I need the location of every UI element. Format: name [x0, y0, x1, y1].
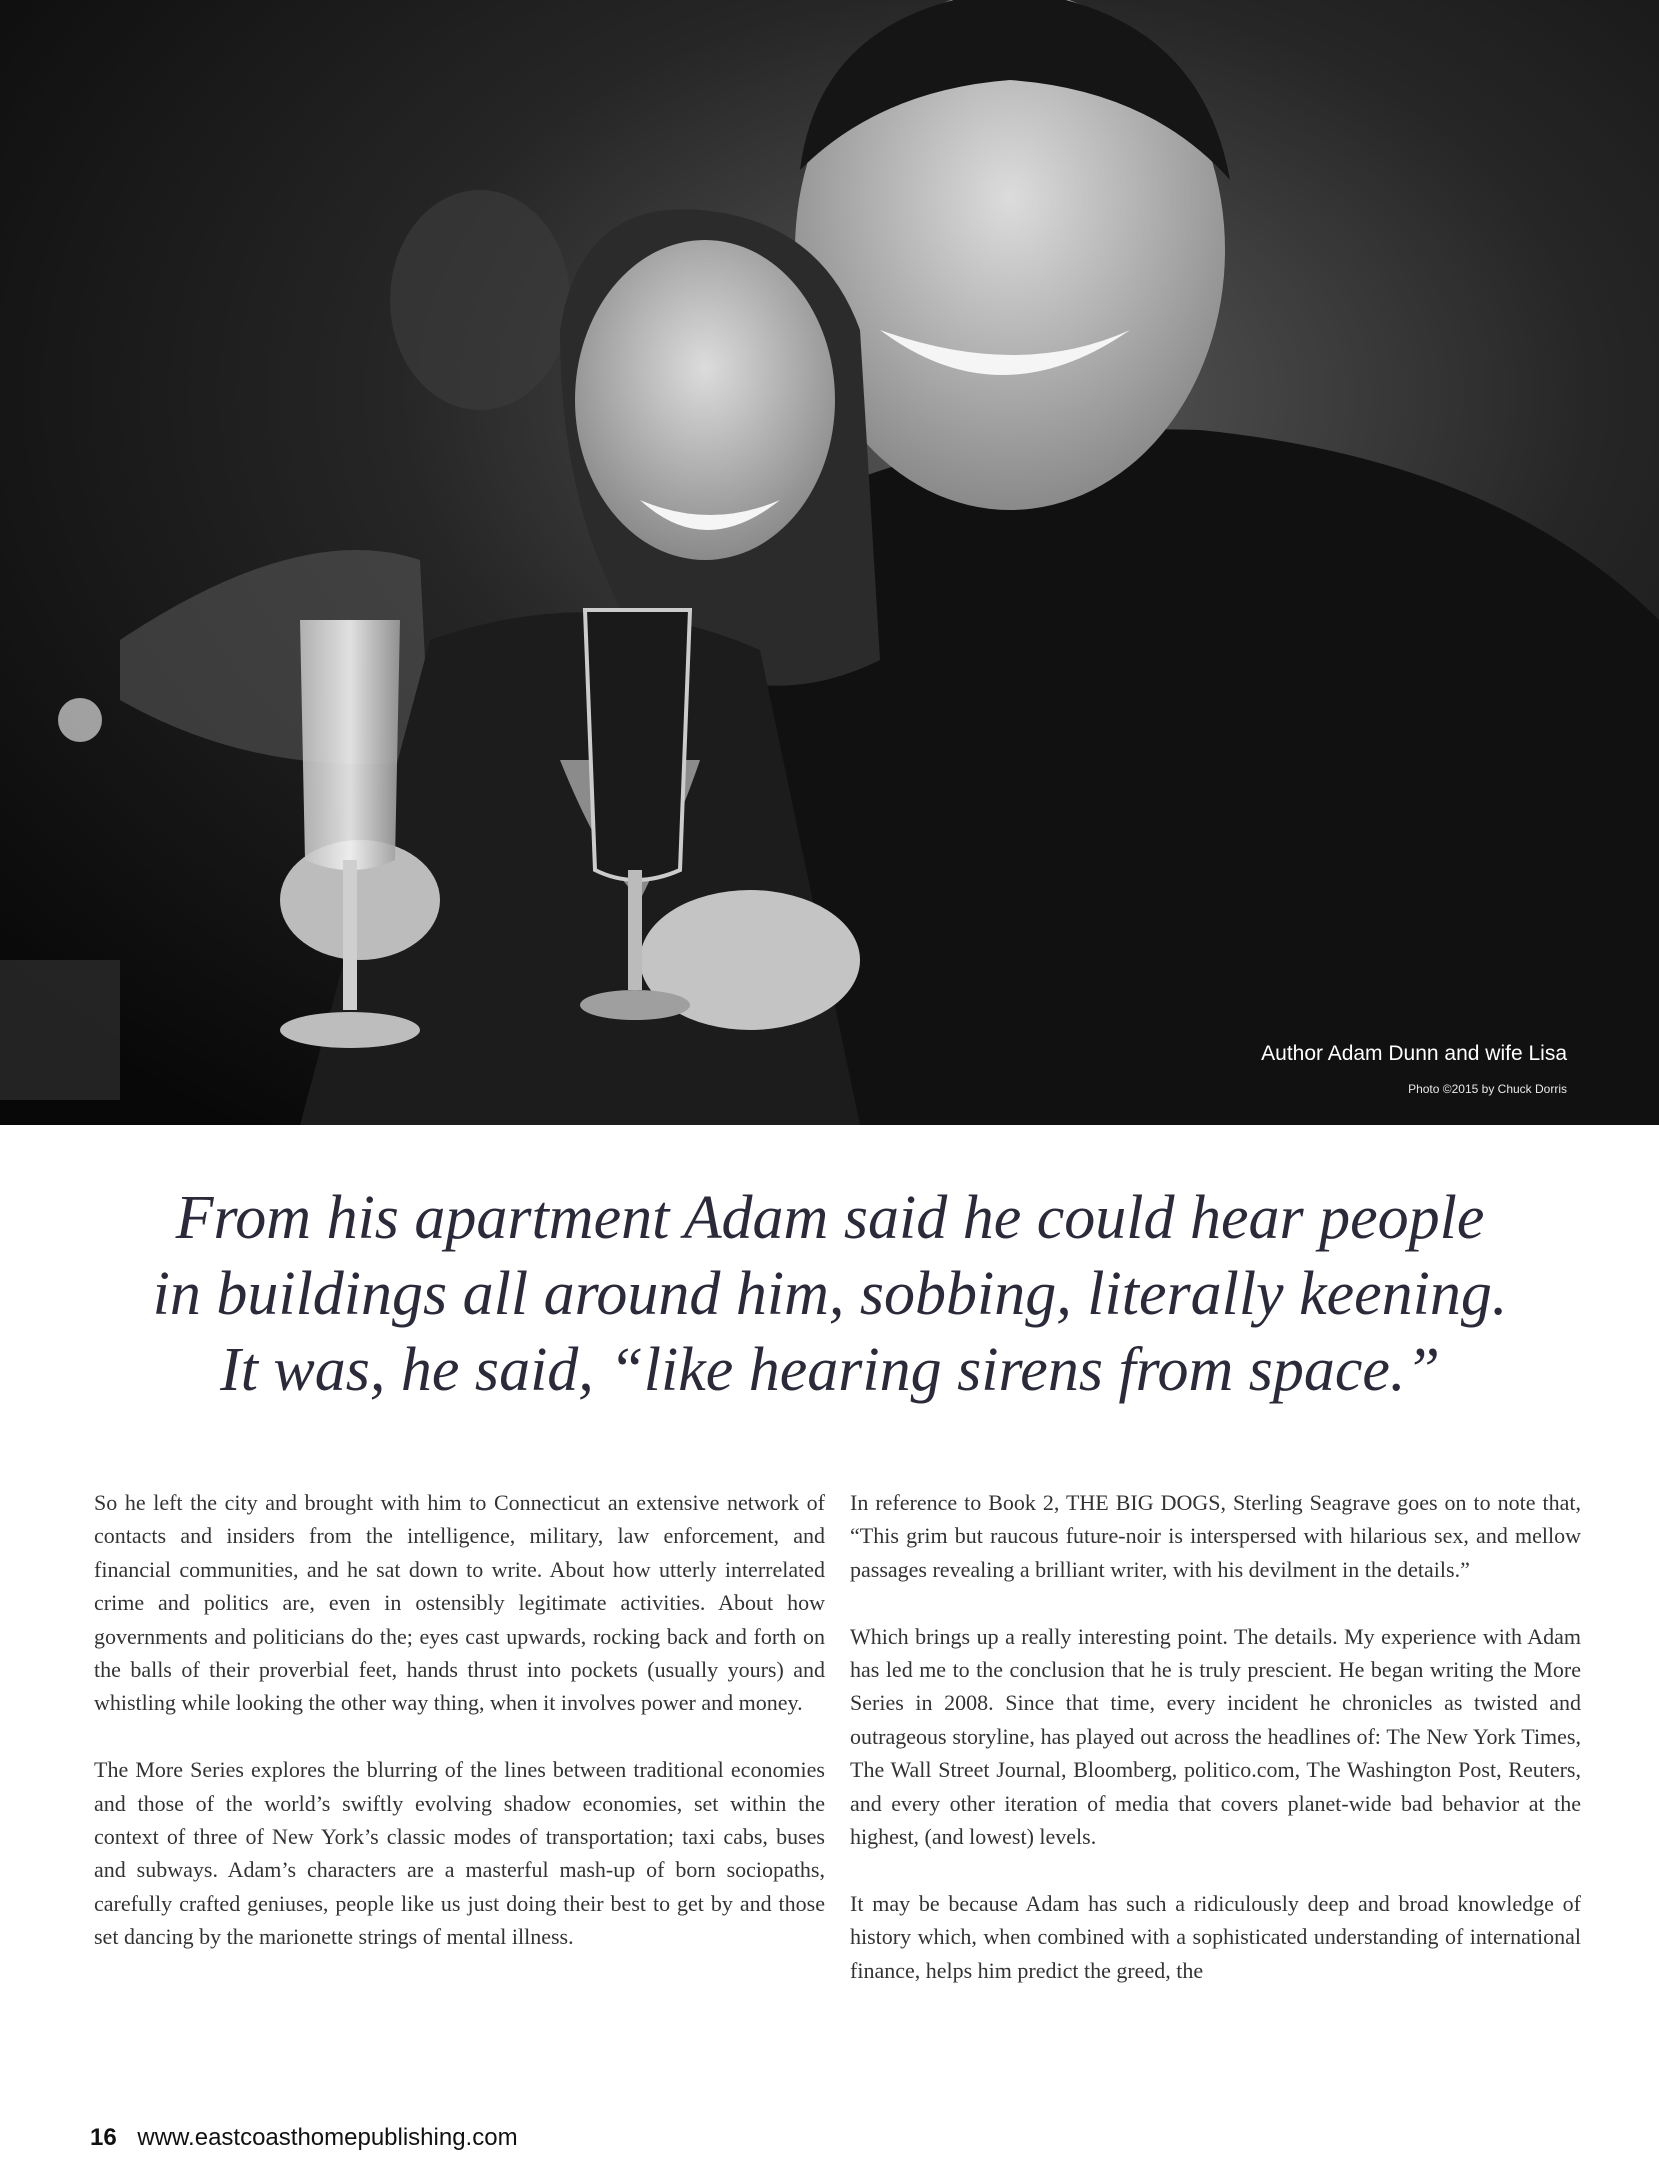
pull-quote-line: It was, he said, “like hearing sirens from space.”: [220, 1336, 1440, 1404]
photo-caption: Author Adam Dunn and wife Lisa: [1261, 1042, 1567, 1065]
paragraph: The More Series explores the blurring of the lines between traditional economies and those of the world’s swiftly evolving shadow economies, set within the context of three of New York’s classic modes of transportation; taxi cabs, buses and subways. Adam’s characters are a masterful mash-up of born sociopaths, carefully crafted geniuses, people like us just doing their best to get by and those set dancing by the marionette strings of mental illness.: [94, 1757, 825, 1950]
paragraph: Which brings up a really interesting point. The details. My experience with Adam has led me to the conclusion that he is truly prescient. He began writing the More Series in 2008. Since that time, every incident he chronicles as twisted and outrageous storyline, has played out across the headlines of: The New York Times, The Wall Street Journal, Bloomberg, politico.com, The Washington Post, Reuters, and every other iteration of media that covers planet-wide bad behavior at the highest, (and lowest) levels.: [850, 1623, 1581, 1850]
page-number: 16: [90, 2124, 117, 2151]
paragraph: So he left the city and brought with him to Connecticut an extensive network of contacts and insiders from the intelligence, military, law enforcement, and financial communities, and he sat down to write. About how utterly interrelated crime and politics are, even in ostensibly legitimate activities. About how governments and politicians do the; eyes cast upwards, rocking back and forth on the balls of their proverbial feet, hands thrust into pockets (usually yours) and whistling while looking the other way thing, when it involves power and money.: [94, 1490, 825, 1716]
paragraph: In reference to Book 2, THE BIG DOGS, Sterling Seagrave goes on to note that, “This grim but raucous future-noir is interspersed with hilarious sex, and mellow passages revealing a brilliant writer, with his devilment in the details.”: [850, 1490, 1581, 1582]
footer-url: www.eastcoasthomepublishing.com: [137, 2124, 518, 2151]
pull-quote: [60, 1180, 1600, 1408]
photo-credit: Photo ©2015 by Chuck Dorris: [1408, 1082, 1567, 1096]
left-column: [94, 1486, 825, 1954]
pull-quote-line: From his apartment Adam said he could hear people: [175, 1184, 1485, 1252]
page-footer: [90, 2124, 518, 2152]
right-column: [850, 1486, 1581, 1987]
pull-quote-line: in buildings all around him, sobbing, literally keening.: [152, 1260, 1508, 1328]
paragraph: It may be because Adam has such a ridiculously deep and broad knowledge of history which, when combined with a sophisticated understanding of international finance, helps him predict the greed, the: [850, 1890, 1581, 1983]
